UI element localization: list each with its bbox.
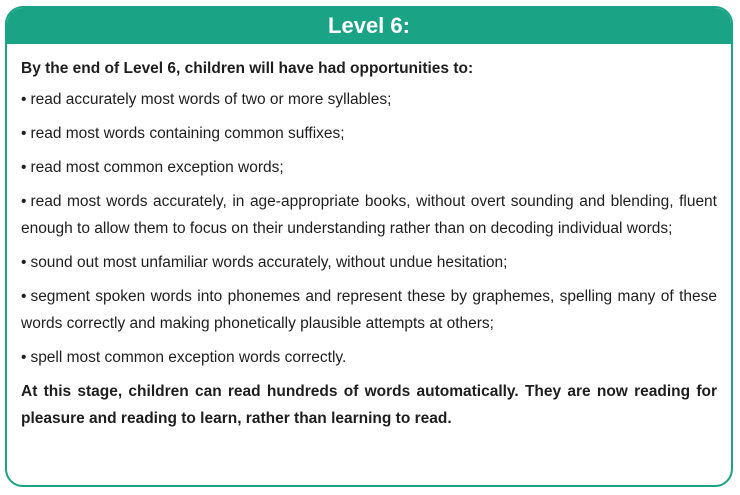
list-item: • read accurately most words of two or more syllables; [21, 91, 392, 108]
card-body [7, 44, 731, 432]
list-item: • read most common exception words; [21, 159, 284, 176]
level-6-card [5, 6, 733, 487]
list-item: • read most words containing common suffixes; [21, 125, 345, 142]
bullet-marker: • [21, 91, 27, 108]
list-item: • spell most common exception words correctly. [21, 349, 347, 366]
list-item: • read most words accurately, in age-appropriate books, without overt sounding and blending, fluent enough to allow them to focus on their understanding rather than on decoding individual words; [21, 193, 717, 237]
outro-text: At this stage, children can read hundreds of words automatically. They are now reading for pleasure and reading to learn, rather than learning to read. [21, 383, 717, 427]
intro-text: By the end of Level 6, children will have had opportunities to: [21, 60, 474, 77]
list-item: • segment spoken words into phonemes and represent these by graphemes, spelling many of these words correctly and making phonetically plausible attempts at others; [21, 288, 717, 332]
card-title: Level 6: [7, 8, 731, 44]
bullet-marker: • [21, 125, 27, 142]
list-item: • sound out most unfamiliar words accurately, without undue hesitation; [21, 254, 508, 271]
bullet-marker: • [21, 254, 27, 271]
bullet-marker: • [21, 349, 27, 366]
bullet-list [21, 86, 717, 371]
bullet-marker: • [21, 159, 27, 176]
bullet-marker: • [21, 193, 27, 210]
bullet-marker: • [21, 288, 27, 305]
